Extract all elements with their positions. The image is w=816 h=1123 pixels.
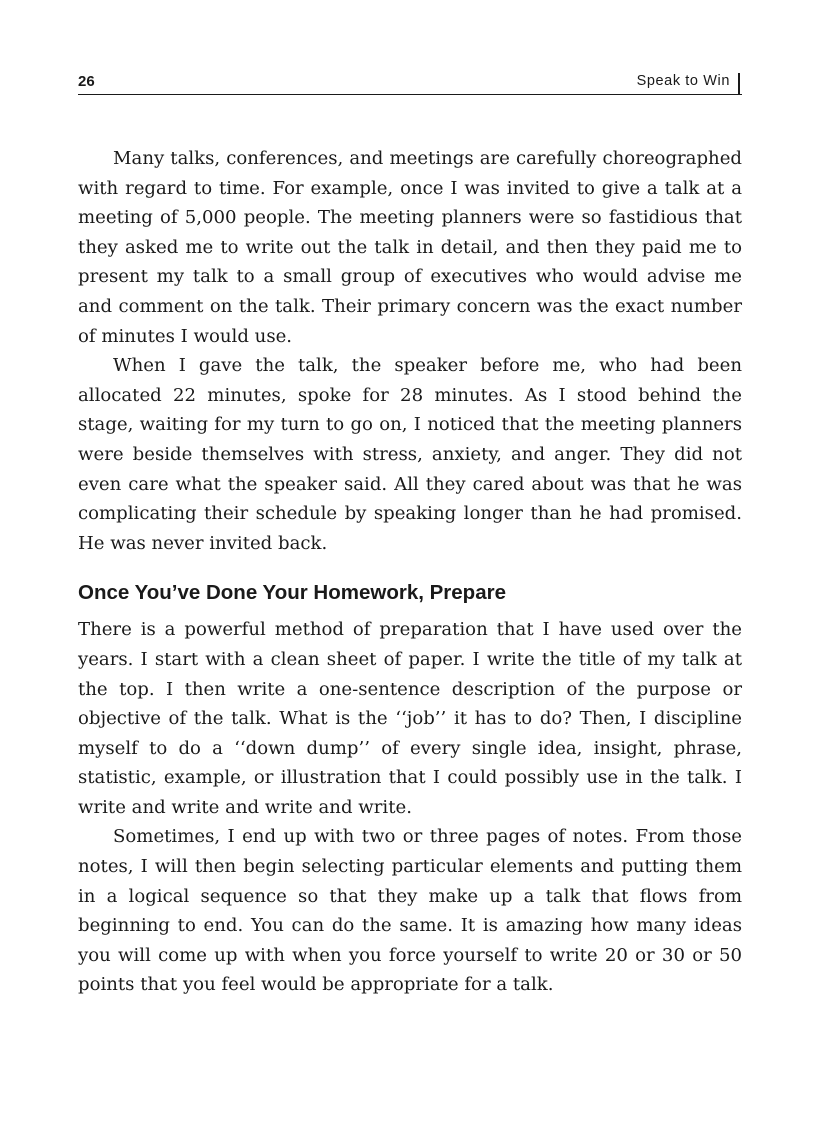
page-header [78,70,742,95]
body-paragraph-3: There is a powerful method of preparation that I have used over the years. I start with a clean sheet of paper. I write the title of my talk at the top. I then write a one-sentence description of the purpose or objective of the talk. What is the ‘‘job’’ it has to do? Then, I discipline myself to do a ‘‘down dump’’ of every single idea, insight, phrase, statistic, example, or illustration that I could possibly use in the talk. I write and write and write and write. [78,619,742,818]
running-title: Speak to Win [636,73,730,89]
section-heading: Once You’ve Done Your Homework, Prepare [78,581,506,605]
body-paragraph-2: When I gave the talk, the speaker before me, who had been allocated 22 minutes, spoke for 28 minutes. As I stood behind the stage, waiting for my turn to go on, I noticed that the meeting planners were beside themselves with stress, anxiety, and anger. They did not even care what the speaker said. All they cared about was that he was complicating their schedule by speaking longer than he had promised. He was never invited back. [78,355,742,554]
body-paragraph-4: Sometimes, I end up with two or three pages of notes. From those notes, I will then begin selecting particular elements and putting them in a logical sequence so that they make up a talk that flows from beginning to end. You can do the same. It is amazing how many ideas you will come up with when you force yourself to write 20 or 30 or 50 points that you feel would be appropriate for a talk. [78,826,742,996]
header-vertical-rule [738,73,740,94]
page-body [78,144,742,1000]
page-number: 26 [78,73,95,90]
body-paragraph-1: Many talks, conferences, and meetings are carefully choreographed with regard to time. For example, once I was invited to give a talk at a meeting of 5,000 people. The meeting planners were so fastidious that they asked me to write out the talk in detail, and then they paid me to present my talk to a small group of executives who would advise me and comment on the talk. Their primary concern was the exact number of minutes I would use. [78,148,742,347]
